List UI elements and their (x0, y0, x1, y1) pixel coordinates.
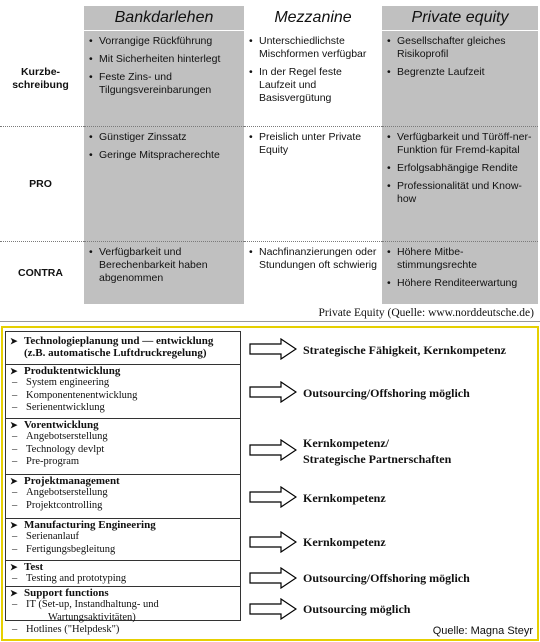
financing-comparison-table (0, 6, 538, 304)
list-item (6, 612, 240, 625)
result-kernkompetenz-partnerschaft-1: Kernkompetenz/ (303, 436, 389, 450)
list-item-text: Fertigungsbegleitung (26, 543, 116, 555)
cell-pe-pro (382, 126, 538, 241)
list-item (6, 599, 240, 612)
triangle-bullet-icon: ➤ (10, 476, 18, 486)
list-item: • Gesellschafter gleiches Risikoprofil (385, 35, 535, 61)
section-title (6, 561, 240, 573)
list-item: • Günstiger Zinssatz (87, 131, 241, 144)
list-item-text: IT (Set-up, Instandhaltung- und (26, 599, 159, 610)
list-item (6, 573, 240, 586)
section-title (6, 519, 240, 531)
list-item-text: Serienanlauf (26, 531, 80, 542)
dash-icon: – (12, 499, 18, 511)
list-item-text: Serienentwicklung (26, 402, 105, 413)
cell-bank-kurz (84, 30, 244, 126)
header-row (0, 6, 538, 30)
section-title-text: Support functions (24, 587, 109, 599)
section-support-functions (6, 586, 240, 635)
result-kernkompetenz: Kernkompetenz (303, 535, 386, 549)
divider (0, 321, 540, 322)
right-arrow-icon (249, 381, 297, 403)
list-item (6, 500, 240, 513)
dash-icon: – (12, 487, 18, 498)
section-vorentwicklung (6, 418, 240, 472)
cell-mezz-contra (244, 241, 382, 304)
right-arrow-icon (249, 531, 297, 553)
list-item: • Verfügbarkeit und Berechenbarkeit haben abgenommen (87, 246, 241, 285)
dash-icon: – (12, 431, 18, 442)
list-item (6, 390, 240, 403)
right-arrow-icon (249, 598, 297, 620)
section-title (6, 347, 240, 359)
section-title (6, 475, 240, 487)
cell-pe-contra (382, 241, 538, 304)
dash-icon: – (12, 389, 18, 401)
list-item: • In der Regel feste Laufzeit und Basisvergütung (247, 66, 379, 105)
list-item (6, 402, 240, 415)
triangle-bullet-icon: ➤ (10, 420, 18, 430)
dash-icon: – (12, 443, 18, 455)
result-kernkompetenz: Kernkompetenz (303, 491, 386, 505)
right-arrow-icon (249, 567, 297, 589)
dash-icon: – (12, 377, 18, 388)
dash-icon: – (12, 543, 18, 555)
list-item: • Vorrangige Rückführung (87, 35, 241, 48)
list-item: • Verfügbarkeit und Türöff-ner-Funktion für Fremd-kapital (385, 131, 535, 157)
triangle-bullet-icon: ➤ (10, 520, 18, 530)
result-strategische-faehigkeit: Strategische Fähigkeit, Kernkompetenz (303, 343, 506, 357)
list-item: • Höhere Mitbe-stimmungsrechte (385, 246, 535, 272)
section-technologieplanung (6, 335, 240, 364)
dash-icon: – (12, 573, 18, 584)
list-item: • Unterschiedlichste Mischformen verfügbar (247, 35, 379, 61)
table-row (0, 241, 538, 304)
result-outsourcing-moeglich: Outsourcing möglich (303, 602, 411, 616)
triangle-bullet-icon: ➤ (10, 588, 18, 598)
figure-source-caption: Quelle: Magna Steyr (432, 625, 533, 637)
triangle-bullet-icon: ➤ (10, 366, 18, 376)
section-title-text: Manufacturing Engineering (24, 519, 156, 531)
list-item (6, 456, 240, 469)
list-item (6, 624, 240, 637)
result-kernkompetenz-partnerschaft-2: Strategische Partnerschaften (303, 452, 452, 466)
section-title (6, 365, 240, 377)
section-title-text: Projektmanagement (24, 475, 120, 487)
right-arrow-icon (249, 486, 297, 508)
table-row (0, 126, 538, 241)
section-title-text: Test (24, 561, 44, 573)
list-item-text: System engineering (26, 377, 110, 388)
cell-bank-contra (84, 241, 244, 304)
list-item-text: Angebotserstellung (26, 487, 108, 498)
list-item: • Geringe Mitspracherechte (87, 149, 241, 162)
activity-list-box (5, 331, 241, 635)
list-item-text: Komponentenentwicklung (26, 389, 138, 401)
list-item: • Erfolgsabhängige Rendite (385, 162, 535, 175)
list-item: • Höhere Renditeerwartung (385, 277, 535, 290)
right-arrow-icon (249, 439, 297, 461)
list-item-text: Angebotserstellung (26, 431, 108, 442)
list-item (6, 444, 240, 457)
section-title-text: Technologieplanung und — entwicklung (24, 335, 214, 347)
list-item-text: Projektcontrolling (26, 499, 103, 511)
row-label-text: Kurzbe- schreibung (12, 65, 69, 91)
list-item-text: Hotlines ("Helpdesk") (26, 624, 120, 635)
list-item: • Mit Sicherheiten hinterlegt (87, 53, 241, 66)
list-item: • Nachfinanzierungen oder Stundungen oft schwierig (247, 246, 379, 272)
row-label-text: CONTRA (18, 266, 63, 279)
section-projektmanagement (6, 474, 240, 516)
section-title (6, 587, 240, 599)
list-item (6, 431, 240, 444)
cell-bank-pro (84, 126, 244, 241)
section-test (6, 560, 240, 586)
list-item-text: Pre-program (26, 456, 80, 467)
section-produktentwicklung (6, 364, 240, 416)
dash-icon: – (12, 531, 18, 542)
cell-pe-kurz (382, 30, 538, 126)
row-label-text: PRO (29, 177, 52, 190)
list-item: • Professionalität und Know-how (385, 180, 535, 206)
header-bankdarlehen: Bankdarlehen (84, 6, 244, 30)
triangle-bullet-icon: ➤ (10, 336, 18, 346)
table-source-caption: Private Equity (Quelle: www.norddeutsche.de) (318, 307, 534, 319)
header-mezzanine: Mezzanine (244, 6, 382, 30)
cell-mezz-kurz (244, 30, 382, 126)
dash-icon: – (12, 599, 18, 610)
list-item (6, 531, 240, 544)
row-label-kurzbeschreibung (0, 30, 84, 126)
list-item-text: Testing and prototyping (26, 573, 127, 584)
list-item: • Feste Zins- und Tilgungsvereinbarungen (87, 71, 241, 97)
section-title-text: (z.B. automatische Luftdruckregelung) (24, 347, 207, 359)
result-outsourcing-offshoring: Outsourcing/Offshoring möglich (303, 386, 470, 400)
triangle-bullet-icon: ➤ (10, 562, 18, 572)
list-item: • Preislich unter Private Equity (247, 131, 379, 157)
cell-mezz-pro (244, 126, 382, 241)
section-title (6, 335, 240, 347)
dash-icon: – (12, 456, 18, 467)
list-item-text: Technology devlpt (26, 443, 105, 455)
list-item (6, 487, 240, 500)
section-title (6, 419, 240, 431)
header-corner (0, 6, 84, 30)
dash-icon: – (12, 624, 18, 635)
section-title-text: Produktentwicklung (24, 365, 121, 377)
value-chain-figure (1, 326, 539, 641)
section-title-text: Vorentwicklung (24, 419, 99, 431)
table-row (0, 30, 538, 126)
dash-icon: – (12, 402, 18, 413)
row-label-contra (0, 241, 84, 304)
list-item (6, 544, 240, 557)
list-item: • Begrenzte Laufzeit (385, 66, 535, 79)
right-arrow-icon (249, 338, 297, 360)
list-item-text: Wartungsaktivitäten) (48, 611, 136, 623)
header-private-equity: Private equity (382, 6, 538, 30)
result-outsourcing-offshoring: Outsourcing/Offshoring möglich (303, 571, 470, 585)
row-label-pro (0, 126, 84, 241)
section-manufacturing-engineering (6, 518, 240, 558)
list-item (6, 377, 240, 390)
